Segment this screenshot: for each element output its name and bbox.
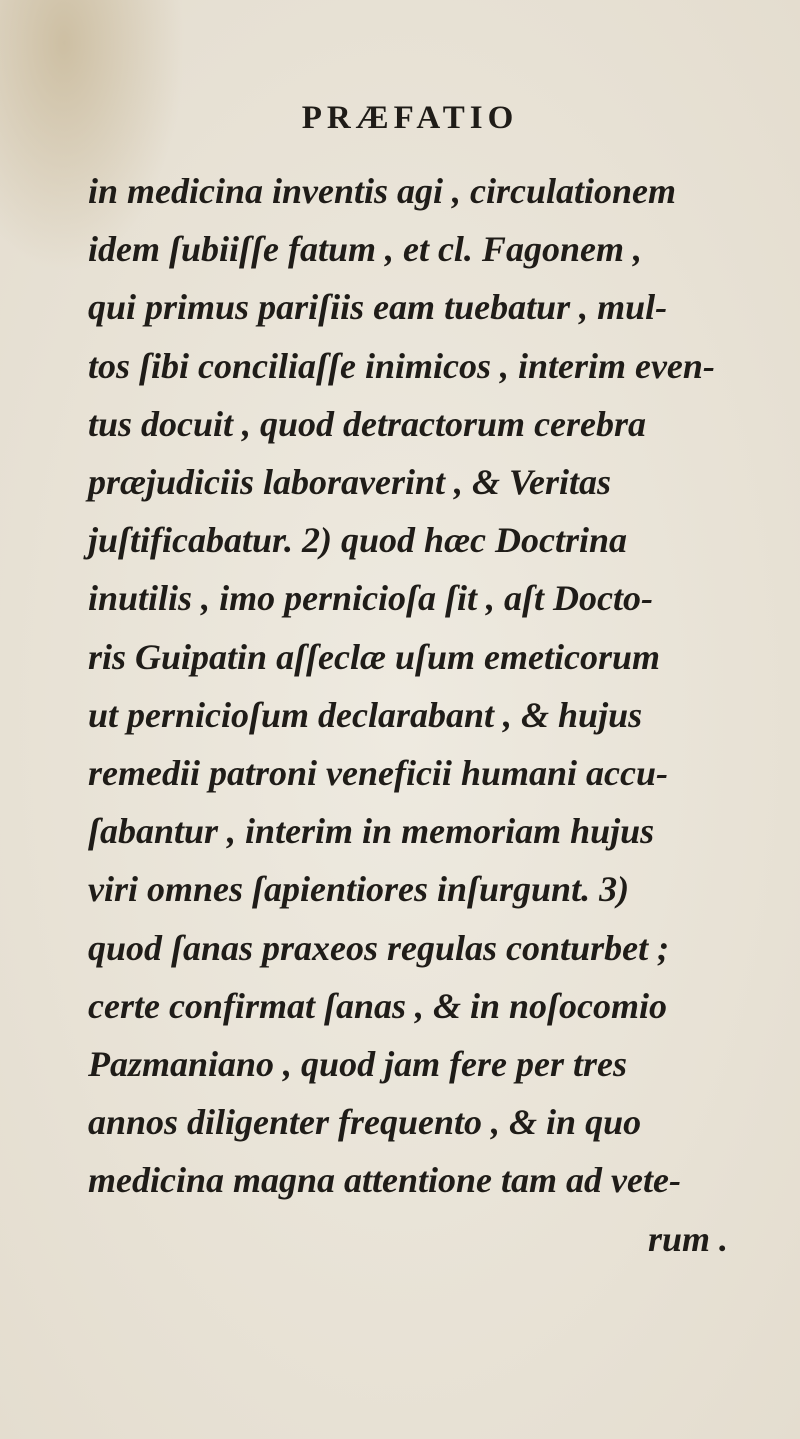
catchword: rum .: [647, 1218, 728, 1259]
text-line: qui primus pariſiis eam tuebatur , mul-: [88, 287, 668, 328]
text-line: tus docuit , quod detractorum cerebra: [88, 403, 647, 444]
text-line: in medicina inventis agi , circulationem: [88, 171, 677, 211]
text-line: Pazmaniano , quod jam fere per tres: [88, 1044, 628, 1085]
text-line: certe confirmat ſanas , & in noſocomio: [88, 985, 667, 1026]
text-line: remedii patroni veneficii humani accu-: [88, 753, 668, 794]
text-line: ut pernicioſum declarabant , & hujus: [88, 694, 643, 735]
text-line: inutilis , imo pernicioſa ſit , aſt Docto-: [88, 578, 653, 619]
text-line: viri omnes ſapientiores inſurgunt. 3): [88, 869, 630, 910]
text-line: quod ſanas praxeos regulas conturbet ;: [88, 927, 670, 968]
text-line: ſabantur , interim in memoriam hujus: [88, 811, 655, 852]
text-line: juſtificabatur. 2) quod hæc Doctrina: [88, 520, 628, 561]
text-line: præjudiciis laboraverint , & Veritas: [88, 462, 612, 503]
body-text: [88, 162, 768, 1268]
text-line: medicina magna attentione tam ad vete-: [88, 1160, 681, 1201]
text-line: tos ſibi conciliaſſe inimicos , interim even-: [88, 345, 715, 386]
running-header: PRÆFATIO: [301, 100, 519, 136]
text-line: idem ſubiiſſe fatum , et cl. Fagonem ,: [88, 229, 642, 270]
text-line: ris Guipatin aſſeclæ uſum emeticorum: [88, 636, 661, 677]
text-line: annos diligenter frequento , & in quo: [88, 1102, 642, 1143]
